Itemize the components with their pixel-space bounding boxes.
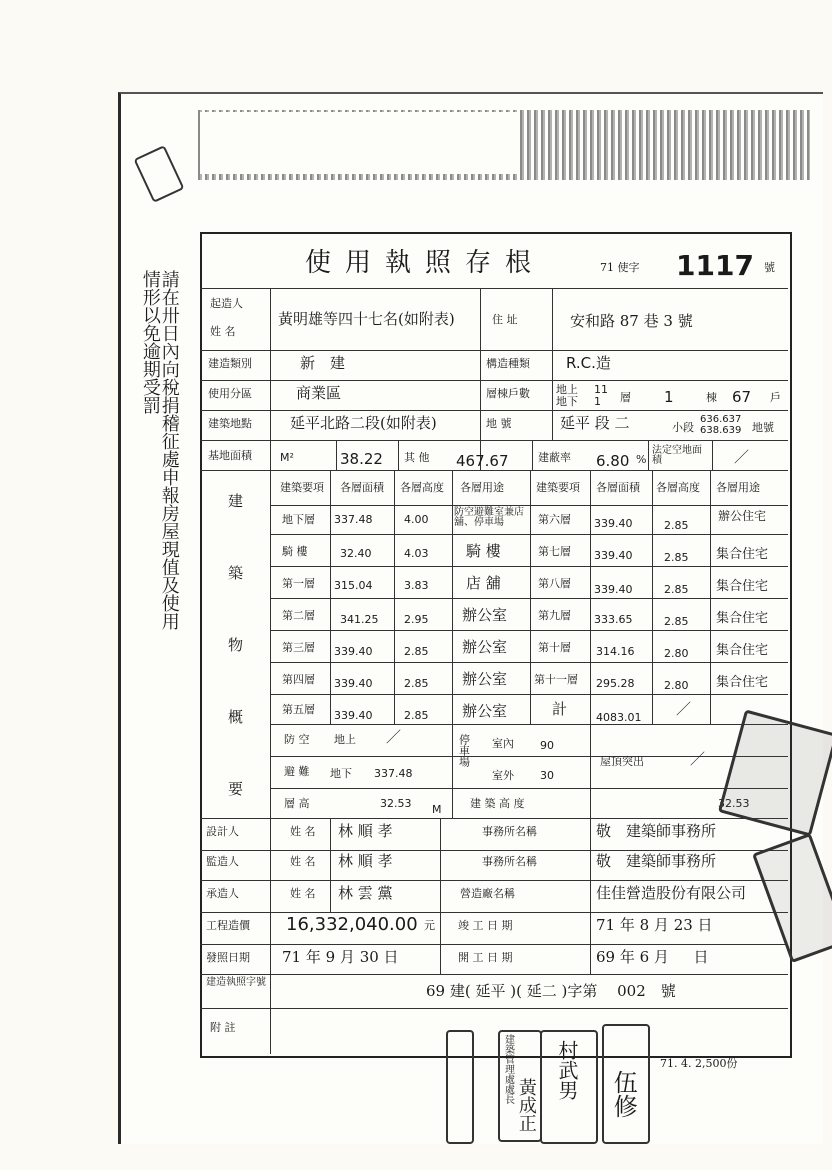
designer-value: 林 順 孝 [338,822,393,840]
cost-label: 工程造價 [206,919,250,932]
floor-height: 2.85 [664,519,689,532]
build-type-label: 建造類別 [208,357,252,370]
total-area: 4083.01 [596,711,642,724]
owner-label-1: 起造人 [210,297,243,310]
floor-item: 第四層 [282,673,315,686]
floor-height: 2.80 [664,679,689,692]
other-label: 其 他 [404,451,430,464]
roof-value: ／ [690,750,706,768]
designer-office-value: 敬 建築師事務所 [596,822,717,840]
contractor-name-label: 姓 名 [290,887,316,900]
zone-label: 使用分區 [208,387,252,400]
stamp-cover [200,112,520,174]
floor-area: 339.40 [594,583,633,596]
cost-value: 16,332,040.00 [286,914,418,935]
land-no-label: 地 號 [486,417,512,430]
floor-item: 第六層 [538,513,571,526]
floor-height: 2.80 [664,647,689,660]
notes-label: 附 註 [210,1021,236,1034]
floor-area: 337.48 [334,513,373,526]
shelter-value: 337.48 [374,767,413,780]
start-date-value: 69 年 6 月 日 [596,948,709,966]
floor-item: 第三層 [282,641,315,654]
done-date-value: 71 年 8 月 23 日 [596,916,713,934]
floor-use: 集合住宅 [716,643,769,658]
floors-units-label: 層棟戶數 [486,387,530,400]
floor-area: 339.40 [334,709,373,722]
floor-area: 339.40 [594,549,633,562]
parking-indoor-value: 90 [540,739,554,752]
signature-3: 村武男 [555,1040,579,1100]
contractor-firm-label: 營造廠名稱 [460,887,515,900]
done-date-label: 竣 工 日 期 [458,919,513,932]
buildings-value: 1 [664,388,674,406]
supervisor-office-label: 事務所名稱 [482,855,537,868]
floor-area: 339.40 [334,645,373,658]
contractor-label: 承造人 [206,887,239,900]
issue-date-label: 發照日期 [206,951,250,964]
start-date-label: 開 工 日 期 [458,951,513,964]
site-label: 建築地點 [208,417,252,430]
land-area-value: 延平 段 二 [560,414,630,432]
permit-label: 建造執照字號 [206,977,266,988]
supervisor-value: 林 順 孝 [338,852,393,870]
floor-height: 2.85 [664,615,689,628]
floors-value: 11 [594,383,608,396]
section-label-2: 築 [228,564,244,582]
permit-number: 1117 [676,249,754,282]
floor-use: 店 舖 [466,574,501,592]
col-area-left: 各層面積 [340,481,384,494]
floor-height: 3.83 [404,579,429,592]
unit-unit: 戶 [770,391,781,404]
structure-label: 構造種類 [486,357,530,370]
col-height-right: 各層高度 [656,481,700,494]
designer-name-label: 姓 名 [290,825,316,838]
floor-item: 第二層 [282,609,315,622]
col-use-right: 各層用途 [716,481,760,494]
section-label-1: 建 [228,492,244,510]
land-sub-label: 小段 [672,421,694,434]
ground-label: 地上 [556,383,578,396]
number-suffix: 號 [764,261,775,274]
coverage-label: 建蔽率 [538,451,571,464]
coverage-unit: % [636,453,647,466]
floor-area: 339.40 [334,677,373,690]
parking-label: 停車場 [457,734,471,767]
contractor-value: 林 雲 黨 [338,884,393,902]
print-note: 71. 4. 2,500份 [660,1057,738,1070]
parking-indoor-label: 室內 [492,737,514,750]
floor-use: 集合住宅 [716,579,769,594]
floor-use: 防空避難室兼店舖、停車場 [454,507,524,528]
floor-area: 341.25 [340,613,379,626]
page-title: 使用執照存根 [305,248,546,278]
floor-area: 339.40 [594,517,633,530]
zone-value: 商業區 [296,384,342,402]
floor-height: 4.03 [404,547,429,560]
floor-height: 2.85 [664,583,689,596]
floor-area: 295.28 [596,677,635,690]
total-height: ／ [676,700,692,718]
floor-item: 第五層 [282,703,315,716]
number-prefix: 71 使字 [600,261,640,274]
parking-outdoor-label: 室外 [492,769,514,782]
floor-height: 4.00 [404,513,429,526]
address-label: 住 址 [492,313,518,326]
signature-4: 伍修 [609,1070,638,1118]
col-item-left: 建築要項 [280,481,324,494]
floor-use: 集合住宅 [716,547,769,562]
story-height-value: 32.53 [380,797,412,810]
structure-value: R.C.造 [566,354,611,372]
bldg-height-label: 建 築 高 度 [470,797,525,810]
floor-area: 32.40 [340,547,372,560]
sm-unit: M² [280,451,294,464]
floor-use: 辦公住宅 [718,509,767,523]
legal-open-value: ／ [734,448,750,466]
coverage-value: 6.80 [596,452,630,470]
story-height-label: 層 高 [284,797,310,810]
col-use-left: 各層用途 [460,481,504,494]
floor-item: 第九層 [538,609,571,622]
floor-unit: 層 [620,391,631,404]
supervisor-name-label: 姓 名 [290,855,316,868]
floor-area: 315.04 [334,579,373,592]
section-label-3: 物 [228,636,244,654]
shelter-basement: 地下 [330,767,352,780]
cost-unit: 元 [424,919,435,932]
building-unit: 棟 [706,391,717,404]
floor-item: 第七層 [538,545,571,558]
parking-outdoor-value: 30 [540,769,554,782]
basements-value: 1 [594,395,601,408]
floor-item: 第十層 [538,641,571,654]
m-unit: M [432,803,442,816]
other-area-value: 467.67 [456,452,509,470]
seal-stamp-1 [446,1030,474,1144]
floor-use: 辦公室 [462,638,508,656]
supervisor-label: 監造人 [206,855,239,868]
air-raid-value: ／ [386,728,402,746]
col-item-right: 建築要項 [536,481,580,494]
air-raid-label: 防 空 [284,733,310,746]
floor-use: 集合住宅 [716,611,769,626]
floor-height: 2.85 [404,645,429,658]
owner-value: 黃明雄等四十七名(如附表) [278,310,455,328]
air-raid-ground: 地上 [334,733,356,746]
floor-area: 333.65 [594,613,633,626]
land-numbers: 636.637 638.639 [700,414,742,436]
floor-height: 2.85 [404,709,429,722]
bldg-height-value: 32.53 [718,797,750,810]
land-suffix: 地號 [752,421,774,434]
floor-use: 騎 樓 [466,542,501,560]
contractor-firm-value: 佳佳營造股份有限公司 [596,884,747,902]
total-label: 計 [552,700,568,718]
units-value: 67 [732,388,752,406]
floor-item: 地下層 [282,513,315,526]
issue-date-value: 71 年 9 月 30 日 [282,948,399,966]
floor-height: 2.95 [404,613,429,626]
col-area-right: 各層面積 [596,481,640,494]
floor-height: 2.85 [664,551,689,564]
permit-value: 69 建( 延平 )( 延二 )字第 002 號 [426,982,676,1000]
site-value: 延平北路二段(如附表) [290,414,437,432]
floor-item: 騎 樓 [282,545,308,558]
floor-item: 第一層 [282,577,315,590]
shelter-label: 避 難 [284,765,310,778]
signature-2: 黃成正 [515,1078,537,1132]
floor-item: 第八層 [538,577,571,590]
basement-label: 地下 [556,395,578,408]
signature-1: 建築管理處處長 [502,1034,514,1104]
floor-use: 辦公室 [462,606,508,624]
roof-label: 屋頂突出 [600,755,644,768]
legal-open-label: 法定空地面積 [652,445,702,466]
designer-label: 設計人 [206,825,239,838]
section-label-4: 概 [228,708,244,726]
owner-label-2: 姓 名 [210,325,236,338]
build-type-value: 新 建 [300,354,346,372]
address-value: 安和路 87 巷 3 號 [570,312,693,330]
floor-use: 辦公室 [462,670,508,688]
section-label-5: 要 [228,780,244,798]
side-note: 請在卅日內向稅捐稽征處申報房屋現值及使用情形以免逾期受罰 [139,270,180,630]
floor-height: 2.85 [404,677,429,690]
base-area-label: 基地面積 [208,449,252,462]
floor-item: 第十一層 [534,673,578,686]
supervisor-office-value: 敬 建築師事務所 [596,852,717,870]
designer-office-label: 事務所名稱 [482,825,537,838]
base-area-value: 38.22 [340,450,383,468]
col-height-left: 各層高度 [400,481,444,494]
floor-area: 314.16 [596,645,635,658]
floor-use: 集合住宅 [716,675,769,690]
floor-use: 辦公室 [462,702,508,720]
